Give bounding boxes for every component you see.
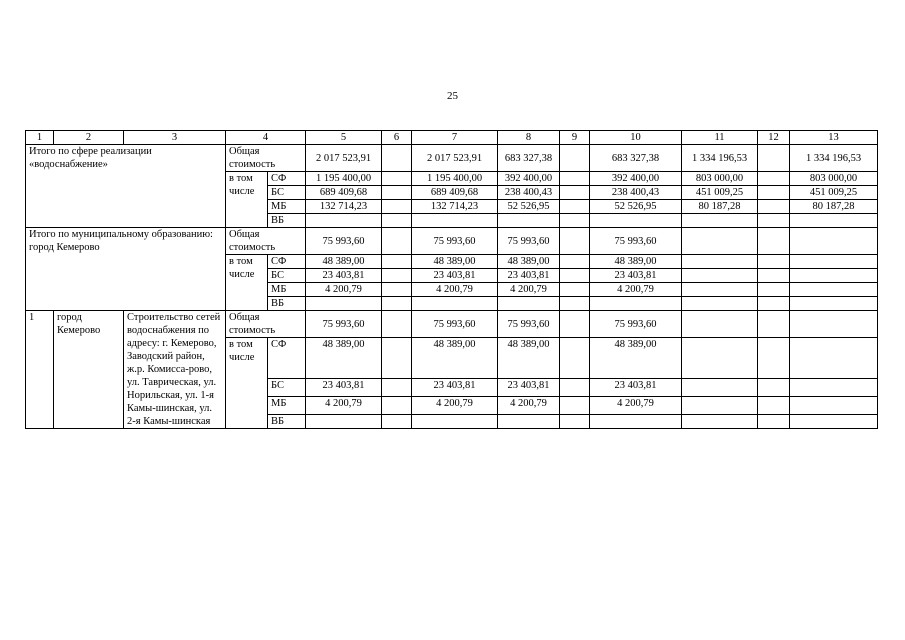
item-city: город Кемерово: [54, 311, 124, 429]
cell-value: 48 389,00: [590, 338, 682, 379]
cell-value: 2 017 523,91: [412, 145, 498, 172]
cell-value: 689 409,68: [412, 186, 498, 200]
cell-value: 392 400,00: [498, 172, 560, 186]
cell-value: 4 200,79: [498, 283, 560, 297]
cell-value: 1 195 400,00: [306, 172, 382, 186]
cell-value: 23 403,81: [498, 269, 560, 283]
cell-value: 23 403,81: [412, 379, 498, 397]
table-row: [26, 145, 878, 172]
table-row: [26, 311, 878, 338]
cell-value: 75 993,60: [590, 311, 682, 338]
cell-value: 4 200,79: [306, 397, 382, 415]
cell-value: 48 389,00: [498, 338, 560, 379]
cell-value: 48 389,00: [306, 255, 382, 269]
fund-label: БС: [268, 186, 306, 200]
cell-value: 1 334 196,53: [790, 145, 878, 172]
cell-value: 132 714,23: [306, 200, 382, 214]
col-header: 1: [26, 131, 54, 145]
cell-value: 52 526,95: [498, 200, 560, 214]
cell-value: 75 993,60: [590, 228, 682, 255]
budget-table: [25, 130, 878, 429]
cell-value: 451 009,25: [682, 186, 758, 200]
fund-label: БС: [268, 269, 306, 283]
cell-value: 803 000,00: [682, 172, 758, 186]
col-header: 8: [498, 131, 560, 145]
cell-value: 23 403,81: [306, 379, 382, 397]
col-header: 7: [412, 131, 498, 145]
cell-value: 23 403,81: [498, 379, 560, 397]
fund-label: СФ: [268, 338, 306, 379]
including-label: в том числе: [226, 172, 268, 228]
cell-value: 683 327,38: [590, 145, 682, 172]
col-header: 6: [382, 131, 412, 145]
including-label: в том числе: [226, 338, 268, 429]
fund-label: ВБ: [268, 415, 306, 429]
page-number: 25: [447, 90, 458, 102]
cell-value: 4 200,79: [590, 397, 682, 415]
fund-label: СФ: [268, 172, 306, 186]
cell-value: 75 993,60: [498, 228, 560, 255]
cell-value: 75 993,60: [412, 311, 498, 338]
col-header: 5: [306, 131, 382, 145]
cell-value: 4 200,79: [412, 397, 498, 415]
cell-value: 23 403,81: [412, 269, 498, 283]
total-label: Общая стоимость: [226, 311, 306, 338]
cell-value: 23 403,81: [590, 269, 682, 283]
cell-value: 48 389,00: [412, 255, 498, 269]
cell-value: 48 389,00: [412, 338, 498, 379]
cell-value: 683 327,38: [498, 145, 560, 172]
item-description: Строительство сетей водоснабжения по адресу: г. Кемерово, Заводский район, ж.р. Комисса-рово, ул. Таврическая, ул. Норильская, ул. 1-я Камы-шинская, ул. 2-я Камы-шинская: [124, 311, 226, 429]
cell-value: 4 200,79: [412, 283, 498, 297]
col-header: 9: [560, 131, 590, 145]
cell-value: 75 993,60: [412, 228, 498, 255]
total-label: Общая стоимость: [226, 145, 306, 172]
cell-value: 75 993,60: [306, 311, 382, 338]
cell-value: 75 993,60: [498, 311, 560, 338]
cell-value: 23 403,81: [590, 379, 682, 397]
col-header: 4: [226, 131, 306, 145]
cell-value: 238 400,43: [590, 186, 682, 200]
col-header: 2: [54, 131, 124, 145]
table-row: [26, 228, 878, 255]
col-header: 3: [124, 131, 226, 145]
cell-value: 80 187,28: [790, 200, 878, 214]
cell-value: 132 714,23: [412, 200, 498, 214]
cell-value: 4 200,79: [498, 397, 560, 415]
fund-label: МБ: [268, 397, 306, 415]
including-label: в том числе: [226, 255, 268, 311]
fund-label: СФ: [268, 255, 306, 269]
cell-value: 2 017 523,91: [306, 145, 382, 172]
fund-label: БС: [268, 379, 306, 397]
col-header: 13: [790, 131, 878, 145]
cell-value: 1 195 400,00: [412, 172, 498, 186]
header-row: [26, 131, 878, 145]
cell-value: 4 200,79: [306, 283, 382, 297]
total-label: Общая стоимость: [226, 228, 306, 255]
cell-value: 48 389,00: [306, 338, 382, 379]
cell-value: 80 187,28: [682, 200, 758, 214]
cell-value: 23 403,81: [306, 269, 382, 283]
cell-value: 1 334 196,53: [682, 145, 758, 172]
col-header: 12: [758, 131, 790, 145]
cell-value: 238 400,43: [498, 186, 560, 200]
cell-value: 803 000,00: [790, 172, 878, 186]
cell-value: 48 389,00: [590, 255, 682, 269]
section-title: Итого по сфере реализации «водоснабжение»: [26, 145, 226, 228]
col-header: 10: [590, 131, 682, 145]
cell-value: 75 993,60: [306, 228, 382, 255]
cell-value: 48 389,00: [498, 255, 560, 269]
cell-value: 52 526,95: [590, 200, 682, 214]
cell-value: 689 409,68: [306, 186, 382, 200]
cell-value: 4 200,79: [590, 283, 682, 297]
cell-value: 451 009,25: [790, 186, 878, 200]
fund-label: МБ: [268, 283, 306, 297]
cell-value: 392 400,00: [590, 172, 682, 186]
fund-label: ВБ: [268, 214, 306, 228]
section-title: Итого по муниципальному образованию: город Кемерово: [26, 228, 226, 311]
col-header: 11: [682, 131, 758, 145]
fund-label: МБ: [268, 200, 306, 214]
item-number: 1: [26, 311, 54, 429]
fund-label: ВБ: [268, 297, 306, 311]
